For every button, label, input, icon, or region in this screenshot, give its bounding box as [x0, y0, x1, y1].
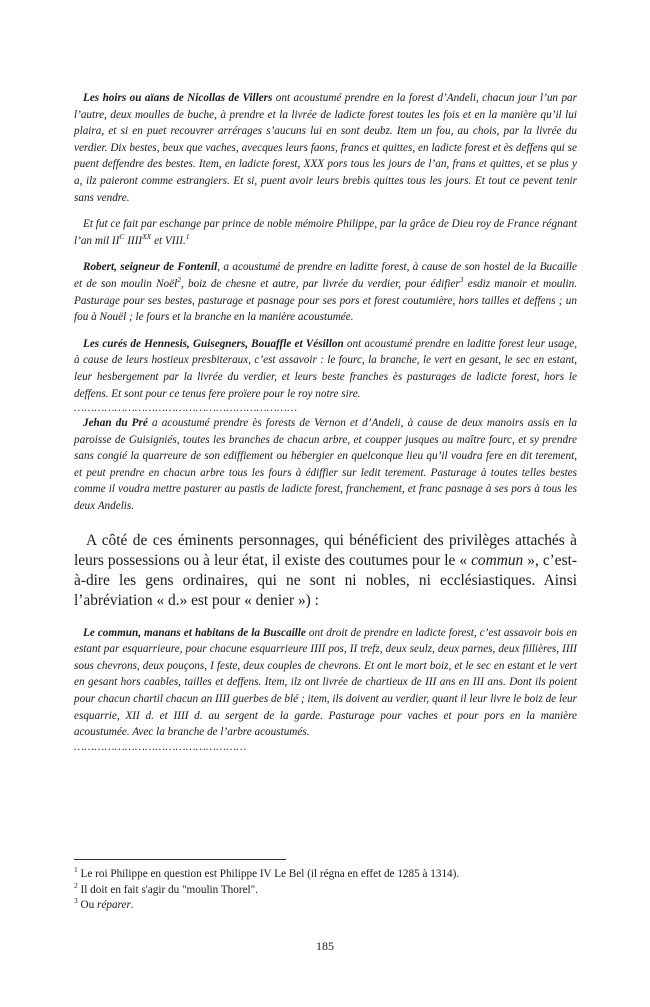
footnote-3-text-b: .: [130, 899, 134, 912]
commentary-text-a: A côté de ces éminents personnages, qui bénéficient des privilèges attachés à leurs possessions ou à leur état, il existe des coutumes pour le «: [74, 531, 577, 569]
footnote-2-number: 2: [74, 880, 78, 890]
footnote-ref-1: 1: [185, 231, 190, 241]
paragraph-buscaille: [74, 625, 577, 741]
cures-text: ont acoustumé prendre en laditte forest leur usage, à cause de leurs hostieux presbiteraux, c’est assavoir : le fourc, la branche, le vert en gesant, le sec en estant, leur hesbergement par la livrée du verdier, et leurs beste franches ès pasturages de ladicte forest, hors le deffens. Et sont pour ce tenus fere proïere pour le roy notre sire.: [74, 337, 577, 400]
ellipsis-divider: …………………………………………………………: [74, 402, 298, 415]
footnote-ref-2: 2: [177, 274, 181, 284]
paragraph-cures: [74, 336, 577, 402]
philippe-sup-a: C: [119, 231, 125, 241]
jehan-lead: Jehan du Pré: [83, 417, 148, 430]
paragraph-philippe: [74, 216, 577, 249]
page-body: [74, 90, 577, 754]
paragraph-jehan: [74, 415, 577, 515]
jehan-text: a acoustumé prendre ès forests de Vernon et d’Andeli, à cause de deux manoirs assis en la paroisse de Guisigniés, toutes les branches de chacun arbre, et coupper jusques au maître fourc, et sy prendre sans congié la quarreure de son ediffiement ou hébergier en quelconque lieu qu’il voudra fere en dit terement, et peut prendre en chacun arbre tous les fours à édiffier sur ledit terement. Pasturage à toutes telles bestes comme il voudra mettre pasturer au pastis de ladicte forest, franchement, et franc pasnage à ses pors à tous les deux Andelis.: [74, 417, 577, 513]
fontenil-text-a: , a acoustumé de prendre en laditte forest, à cause de son hostel de la Bucaille et de son moulin Noël: [74, 261, 577, 290]
ellipsis-divider: ……………………………………………: [74, 740, 247, 753]
philippe-text-c: et VIII.: [151, 234, 186, 247]
footnotes: [74, 867, 577, 914]
footnote-1-number: 1: [74, 865, 78, 874]
footnote-rule: [74, 859, 286, 860]
philippe-text-a: Et fut ce fait par eschange par prince de noble mémoire Philippe, par la grâce de Dieu roy de France régnant l’an mil II: [74, 218, 577, 247]
footnote-3-italic: réparer: [97, 899, 131, 912]
footnote-1-text: Le roi Philippe en question est Philippe IV Le Bel (il régna en effet de 1285 à 1314).: [77, 868, 460, 880]
footnote-2: [74, 880, 577, 899]
buscaille-lead: Le commun, manans et habitans de la Buscaille: [83, 626, 306, 639]
commentary-commun: commun: [471, 551, 524, 569]
philippe-sup-b: XX: [142, 231, 152, 241]
footnote-3-number: 3: [74, 896, 78, 906]
fontenil-text-c: esdiz manoir et moulin. Pasturage pour ses bestes, pasturage et pasnage pour ses pors et forest coutumière, hors tailles et deffens ; un fou à Nouël ; le fours et la branche en la manière acoustumée.: [74, 277, 577, 324]
fontenil-lead: Robert, seigneur de Fontenil: [83, 261, 218, 274]
villers-lead: Les hoirs ou aïans de Nicollas de Villers: [83, 92, 273, 104]
footnote-ref-3: 3: [459, 274, 464, 284]
footnote-3: [74, 898, 577, 914]
paragraph-fontenil: [74, 259, 577, 325]
paragraph-commentary: [74, 531, 577, 611]
philippe-text-b: IIII: [124, 234, 143, 247]
footnote-1: [74, 867, 577, 883]
fontenil-text-b: , boiz de chesne et autre, par livrée du verdier, pour édifier: [180, 277, 460, 290]
footnote-3-text-a: Ou: [77, 899, 98, 912]
villers-text: ont acoustumé prendre en la forest d’Andeli, chacun jour l’un par l’autre, deux moulles de buche, à prendre et la livrée de ladicte forest toutes les fois et en la manière qu’il lui plaira, et si en puet recouvrer arrérages s’aucuns lui en sont deubz. Item un fou, au chois, par la livrée du verdier. Dix bestes, beux que vaches, avecques leurs faons, francs et quittes, en ladicte forest et ès deffens qui se puent deffendre des bestes. Item, en ladicte forest, XXX pors tous les jours de l’an, frans et quittes, et se plus y a, ilz paieront comme estrangiers. Et si, puent avoir leurs brebis quittes tous les jours. Et tout ce pevent tenir sans vendre.: [74, 92, 577, 204]
buscaille-text: ont droit de prendre en ladicte forest, c’est assavoir bois en estant par esquarrieure, pour chacune esquarrieure IIII pos, II trefz, deux seulz, deux parnes, deux fillières, IIII sous chevrons, deux pouçons, I feste, deux couples de chevrons. Et ont le mort boiz, et le sec en estant et le vert en gesant hors caables, tailles et deffens. Item, ilz ont livrée de chartieux de III ans en III ans. Dont ils poient pour chacun chartil chacun an IIII guerbes de blé ; item, ils doivent au verdier, quant il leur livre le boiz de leur esquarrie, XII d. et IIII d. au sergent de la garde. Pasturage pour vaches et pour pors en la manière acoustumée. Avec la branche de l’arbre acoustumés.: [74, 626, 577, 739]
paragraph-villers: [74, 90, 577, 206]
page-number: 185: [316, 939, 334, 953]
commentary-text-b: », c’est-à-dire les gens ordinaires, qui ne sont ni nobles, ni ecclésiastiques. Ainsi l’abréviation « d.» est pour « denier ») :: [74, 551, 577, 609]
footnote-2-text: Il doit en fait s'agir du "moulin Thorel".: [77, 883, 259, 896]
cures-lead: Les curés de Hennesis, Guisegners, Bouaffle et Vésillon: [83, 337, 344, 350]
